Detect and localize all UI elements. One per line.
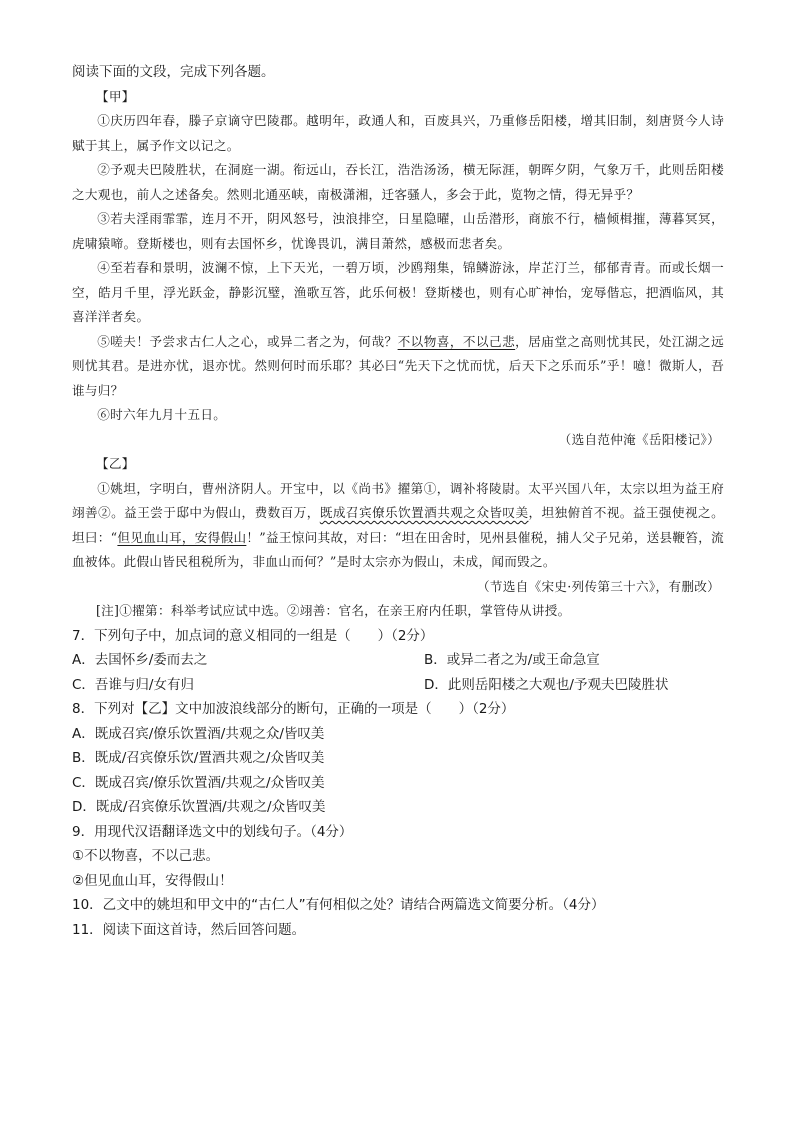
- passage-b-paragraph: [72, 477, 724, 575]
- question-7-options-row-2: [72, 673, 724, 698]
- question-9-sentence-2: ②但见血山耳，安得假山！: [72, 872, 233, 889]
- question-9-stem: 9．用现代汉语翻译选文中的划线句子。（4分）: [72, 823, 353, 840]
- question-7-options-row-1: [72, 648, 724, 673]
- underlined-sentence-1: 不以物喜，不以己悲: [397, 333, 516, 349]
- question-7-option-c[interactable]: C．吾谁与归/女有归: [72, 676, 194, 693]
- question-8-option-d[interactable]: D．既成/召宾僚乐饮置酒/共观之/众皆叹美: [72, 799, 326, 815]
- passage-a-paragraph-1: ①庆历四年春，滕子京谪守巴陵郡。越明年，政通人和，百废具兴，乃重修岳阳楼，增其旧制，刻唐贤今人诗赋于其上，属予作文以记之。: [72, 113, 724, 153]
- passage-b-label: 【乙】: [95, 456, 135, 471]
- passage-a-label: 【甲】: [95, 88, 135, 104]
- underlined-sentence-2: 但见血山耳，安得假山: [117, 529, 247, 545]
- question-8-option-c[interactable]: C．既成召宾/僚乐饮置酒/共观之/众皆叹美: [72, 774, 325, 791]
- passage-b-footnote: [注]①擢第：科举考试应试中选。②翊善：官名，在亲王府内任职，掌管侍从讲授。: [95, 603, 571, 618]
- reading-instruction: 阅读下面的文段，完成下列各题。: [72, 64, 275, 80]
- question-7-stem: 7．下列句子中，加点词的意义相同的一组是（ ）（2分）: [72, 627, 434, 644]
- passage-b-text-2: ，坦独俯首不视。益王强使视之。坦曰：“: [72, 505, 724, 545]
- passage-a-p5-text-1: ⑤嗟夫！予尝求古仁人之心，或异二者之为，何哉？: [97, 333, 398, 349]
- question-8-option-b[interactable]: B．既成/召宾僚乐饮/置酒共观之/众皆叹美: [72, 750, 325, 766]
- question-7-option-d[interactable]: D．此则岳阳楼之大观也/予观夫巴陵胜状: [424, 676, 669, 693]
- question-7-option-b[interactable]: B．或异二者之为/或王命急宣: [424, 652, 600, 668]
- question-10-stem: 10．乙文中的姚坦和甲文中的“古仁人”有何相似之处？请结合两篇选文简要分析。（4分）: [72, 897, 605, 913]
- exam-page: [72, 60, 724, 942]
- question-9-sentence-1: ①不以物喜，不以己悲。: [72, 848, 220, 864]
- passage-a-paragraph-2: ②予观夫巴陵胜状，在洞庭一湖。衔远山，吞长江，浩浩汤汤，横无际涯，朝晖夕阴，气象万千，此则岳阳楼之大观也，前人之述备矣。然则北通巫峡，南极潇湘，迁客骚人，多会于此，览物之情，得无异乎？: [72, 162, 724, 202]
- passage-a-source: （选自范仲淹《岳阳楼记》）: [558, 431, 720, 447]
- question-7-option-a[interactable]: A．去国怀乡/委而去之: [72, 652, 208, 668]
- passage-b-text-3: ！”益王惊问其故，对曰：“坦在田舍时，见州县催税，捕人父子兄弟，送县鞭笞，流血被体。此假山皆民租税所为，非血山而何？”是时太宗亦为假山，未成，闻而毁之。: [72, 529, 725, 569]
- passage-b-text-1: ①姚坦，字明白，曹州济阴人。开宝中，以《尚书》擢第①，调补将陵尉。太平兴国八年，太宗以坦为益王府翊善②。益王尝于邸中为假山，费数百万，: [72, 480, 724, 520]
- question-11-stem: 11．阅读下面这首诗，然后回答问题。: [72, 921, 306, 938]
- passage-a-paragraph-5: [72, 330, 724, 404]
- passage-a-paragraph-6: ⑥时六年九月十五日。: [97, 407, 227, 422]
- question-8-stem: 8．下列对【乙】文中加波浪线部分的断句，正确的一项是（ ）（2分）: [72, 701, 515, 717]
- question-8-option-a[interactable]: A．既成召宾/僚乐饮置酒/共观之众/皆叹美: [72, 725, 325, 742]
- passage-a-p5-text-2: ，居庙堂之高则忧其民，处江湖之远则忧其君。是进亦忧，退亦忧。然则何时而乐耶？其必曰“先天下之忧而忧，后天下之乐而乐”乎！噫！微斯人，吾谁与归？: [72, 333, 724, 398]
- passage-a-paragraph-3: ③若夫淫雨霏霏，连月不开，阴风怒号，浊浪排空，日星隐曜，山岳潜形，商旅不行，樯倾楫摧，薄暮冥冥，虎啸猿啼。登斯楼也，则有去国怀乡，忧谗畏讥，满目萧然，感极而悲者矣。: [72, 211, 724, 251]
- wavy-underlined-phrase: 既成召宾僚乐饮置酒共观之众皆叹美: [319, 505, 529, 520]
- passage-a-paragraph-4: ④至若春和景明，波澜不惊，上下天光，一碧万顷，沙鸥翔集，锦鳞游泳，岸芷汀兰，郁郁青青。而或长烟一空，皓月千里，浮光跃金，静影沉璧，渔歌互答，此乐何极！登斯楼也，则有心旷神怡，宠辱偕忘，把酒临风，其喜洋洋者矣。: [72, 260, 724, 324]
- passage-b-source: （节选自《宋史·列传第三十六》，有删改）: [477, 578, 720, 594]
